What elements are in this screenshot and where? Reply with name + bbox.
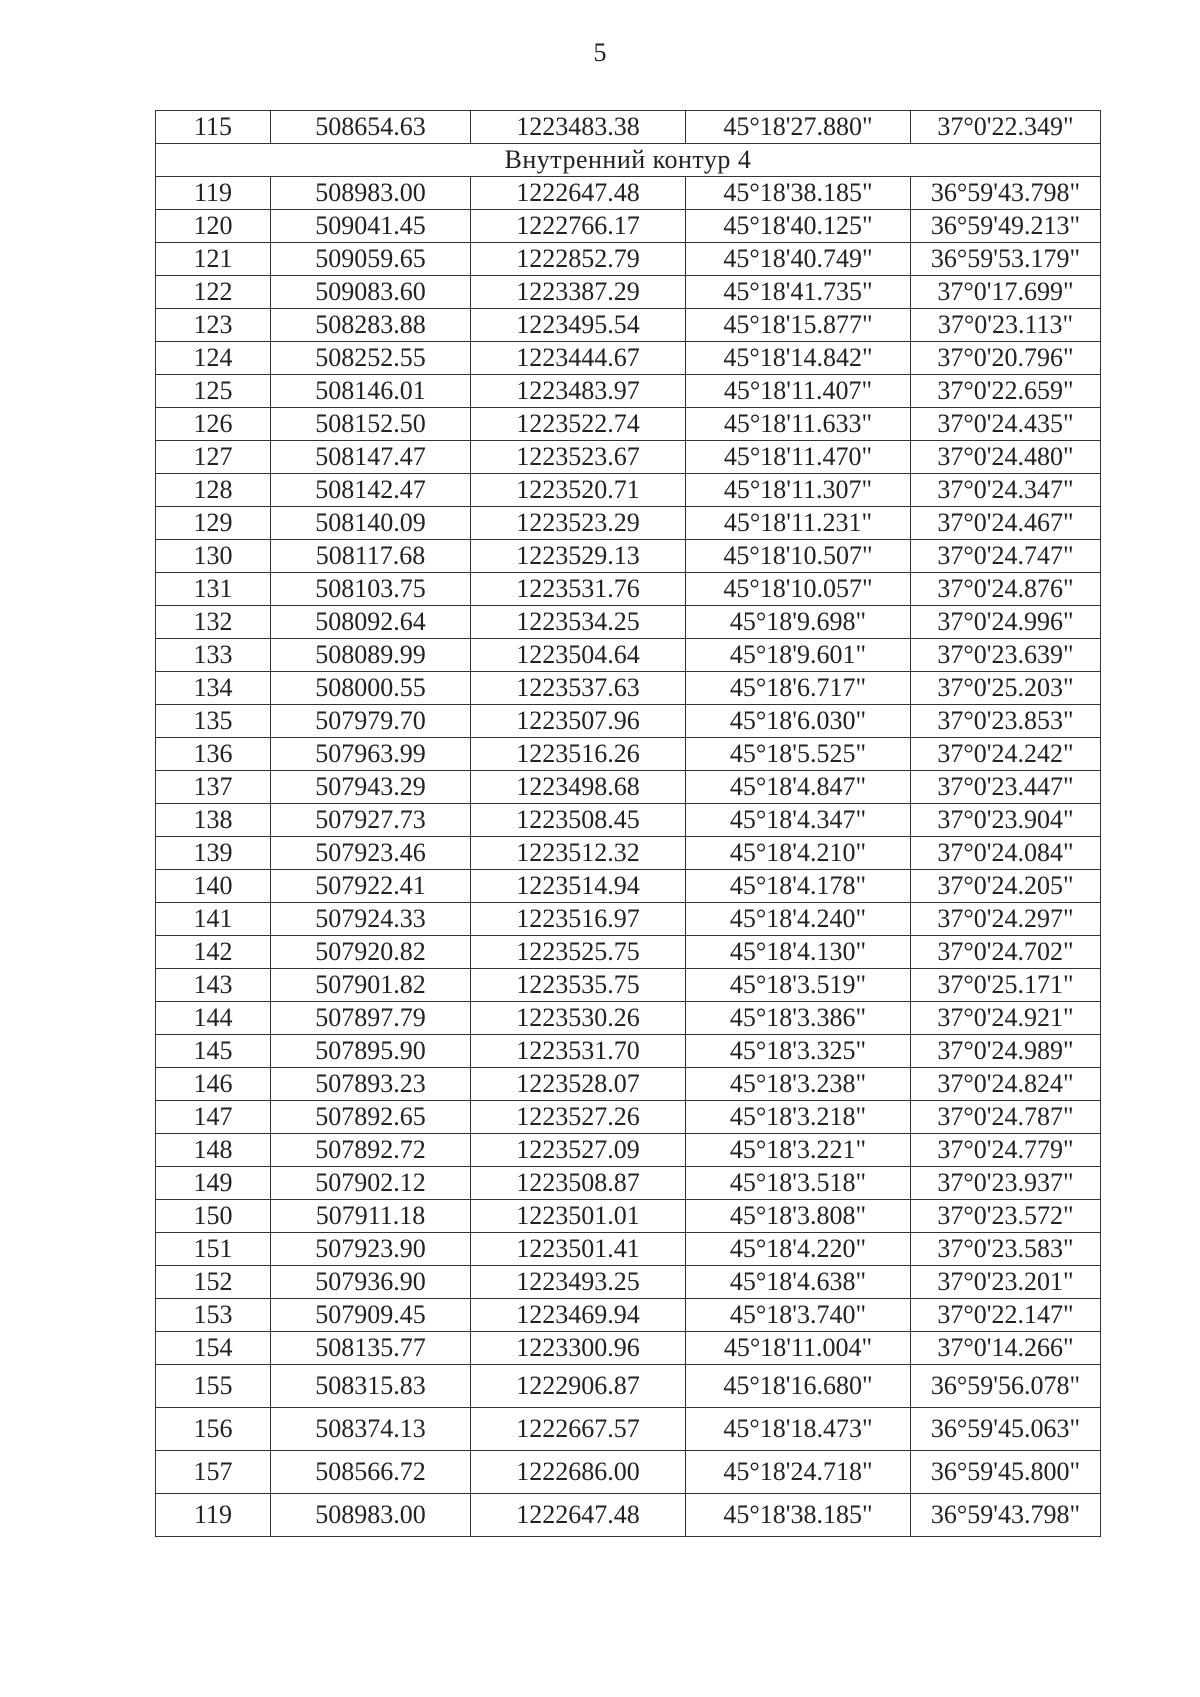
point-number-cell: 135 — [156, 705, 271, 738]
longitude-cell: 36°59'53.179" — [911, 243, 1101, 276]
section-header-row — [156, 144, 1101, 177]
point-number-cell: 130 — [156, 540, 271, 573]
longitude-cell: 37°0'24.787" — [911, 1101, 1101, 1134]
x-coordinate-cell: 507909.45 — [271, 1299, 471, 1332]
latitude-cell: 45°18'3.221" — [686, 1134, 911, 1167]
latitude-cell: 45°18'3.218" — [686, 1101, 911, 1134]
latitude-cell: 45°18'41.735" — [686, 276, 911, 309]
latitude-cell: 45°18'9.698" — [686, 606, 911, 639]
latitude-cell: 45°18'6.717" — [686, 672, 911, 705]
table-row — [156, 375, 1101, 408]
table-row — [156, 111, 1101, 144]
longitude-cell: 37°0'17.699" — [911, 276, 1101, 309]
table-row — [156, 1068, 1101, 1101]
point-number-cell: 157 — [156, 1451, 271, 1494]
point-number-cell: 153 — [156, 1299, 271, 1332]
table-row — [156, 1299, 1101, 1332]
table-row — [156, 771, 1101, 804]
x-coordinate-cell: 508566.72 — [271, 1451, 471, 1494]
point-number-cell: 133 — [156, 639, 271, 672]
x-coordinate-cell: 508135.77 — [271, 1332, 471, 1365]
point-number-cell: 120 — [156, 210, 271, 243]
longitude-cell: 37°0'14.266" — [911, 1332, 1101, 1365]
point-number-cell: 141 — [156, 903, 271, 936]
longitude-cell: 37°0'25.171" — [911, 969, 1101, 1002]
longitude-cell: 37°0'24.347" — [911, 474, 1101, 507]
point-number-cell: 121 — [156, 243, 271, 276]
latitude-cell: 45°18'15.877" — [686, 309, 911, 342]
longitude-cell: 37°0'24.702" — [911, 936, 1101, 969]
x-coordinate-cell: 507901.82 — [271, 969, 471, 1002]
latitude-cell: 45°18'11.633" — [686, 408, 911, 441]
x-coordinate-cell: 507893.23 — [271, 1068, 471, 1101]
latitude-cell: 45°18'10.507" — [686, 540, 911, 573]
point-number-cell: 147 — [156, 1101, 271, 1134]
point-number-cell: 131 — [156, 573, 271, 606]
y-coordinate-cell: 1223537.63 — [471, 672, 686, 705]
table-row — [156, 1002, 1101, 1035]
coordinates-table — [155, 110, 1101, 1537]
point-number-cell: 148 — [156, 1134, 271, 1167]
longitude-cell: 37°0'24.876" — [911, 573, 1101, 606]
latitude-cell: 45°18'14.842" — [686, 342, 911, 375]
point-number-cell: 126 — [156, 408, 271, 441]
y-coordinate-cell: 1223535.75 — [471, 969, 686, 1002]
longitude-cell: 37°0'24.467" — [911, 507, 1101, 540]
point-number-cell: 129 — [156, 507, 271, 540]
y-coordinate-cell: 1223508.45 — [471, 804, 686, 837]
latitude-cell: 45°18'11.470" — [686, 441, 911, 474]
table-row — [156, 1266, 1101, 1299]
table-row — [156, 870, 1101, 903]
y-coordinate-cell: 1223469.94 — [471, 1299, 686, 1332]
table-row — [156, 1101, 1101, 1134]
x-coordinate-cell: 508140.09 — [271, 507, 471, 540]
point-number-cell: 156 — [156, 1408, 271, 1451]
x-coordinate-cell: 507927.73 — [271, 804, 471, 837]
latitude-cell: 45°18'5.525" — [686, 738, 911, 771]
latitude-cell: 45°18'40.749" — [686, 243, 911, 276]
x-coordinate-cell: 508152.50 — [271, 408, 471, 441]
y-coordinate-cell: 1223531.70 — [471, 1035, 686, 1068]
longitude-cell: 37°0'24.480" — [911, 441, 1101, 474]
table-row — [156, 936, 1101, 969]
x-coordinate-cell: 507922.41 — [271, 870, 471, 903]
table-row — [156, 309, 1101, 342]
latitude-cell: 45°18'3.808" — [686, 1200, 911, 1233]
y-coordinate-cell: 1223501.01 — [471, 1200, 686, 1233]
y-coordinate-cell: 1223300.96 — [471, 1332, 686, 1365]
table-row — [156, 342, 1101, 375]
point-number-cell: 149 — [156, 1167, 271, 1200]
y-coordinate-cell: 1222686.00 — [471, 1451, 686, 1494]
x-coordinate-cell: 508142.47 — [271, 474, 471, 507]
longitude-cell: 37°0'23.853" — [911, 705, 1101, 738]
table-row — [156, 1332, 1101, 1365]
x-coordinate-cell: 507923.90 — [271, 1233, 471, 1266]
longitude-cell: 37°0'23.113" — [911, 309, 1101, 342]
y-coordinate-cell: 1223483.97 — [471, 375, 686, 408]
latitude-cell: 45°18'38.185" — [686, 1494, 911, 1537]
latitude-cell: 45°18'10.057" — [686, 573, 911, 606]
longitude-cell: 37°0'23.201" — [911, 1266, 1101, 1299]
y-coordinate-cell: 1223534.25 — [471, 606, 686, 639]
point-number-cell: 144 — [156, 1002, 271, 1035]
point-number-cell: 146 — [156, 1068, 271, 1101]
latitude-cell: 45°18'4.847" — [686, 771, 911, 804]
table-row — [156, 969, 1101, 1002]
longitude-cell: 37°0'24.824" — [911, 1068, 1101, 1101]
y-coordinate-cell: 1223527.09 — [471, 1134, 686, 1167]
longitude-cell: 37°0'24.996" — [911, 606, 1101, 639]
longitude-cell: 36°59'43.798" — [911, 177, 1101, 210]
x-coordinate-cell: 507979.70 — [271, 705, 471, 738]
latitude-cell: 45°18'11.407" — [686, 375, 911, 408]
longitude-cell: 37°0'23.904" — [911, 804, 1101, 837]
y-coordinate-cell: 1222906.87 — [471, 1365, 686, 1408]
table-row — [156, 243, 1101, 276]
point-number-cell: 132 — [156, 606, 271, 639]
table-row — [156, 1035, 1101, 1068]
latitude-cell: 45°18'40.125" — [686, 210, 911, 243]
table-row — [156, 573, 1101, 606]
longitude-cell: 37°0'23.639" — [911, 639, 1101, 672]
y-coordinate-cell: 1223523.29 — [471, 507, 686, 540]
table-row — [156, 804, 1101, 837]
point-number-cell: 115 — [156, 111, 271, 144]
point-number-cell: 150 — [156, 1200, 271, 1233]
latitude-cell: 45°18'3.238" — [686, 1068, 911, 1101]
longitude-cell: 37°0'22.659" — [911, 375, 1101, 408]
y-coordinate-cell: 1223516.26 — [471, 738, 686, 771]
latitude-cell: 45°18'4.240" — [686, 903, 911, 936]
longitude-cell: 36°59'49.213" — [911, 210, 1101, 243]
x-coordinate-cell: 507892.72 — [271, 1134, 471, 1167]
latitude-cell: 45°18'16.680" — [686, 1365, 911, 1408]
table-row — [156, 177, 1101, 210]
table-row — [156, 441, 1101, 474]
point-number-cell: 137 — [156, 771, 271, 804]
y-coordinate-cell: 1223504.64 — [471, 639, 686, 672]
point-number-cell: 140 — [156, 870, 271, 903]
longitude-cell: 37°0'23.583" — [911, 1233, 1101, 1266]
y-coordinate-cell: 1223507.96 — [471, 705, 686, 738]
latitude-cell: 45°18'4.210" — [686, 837, 911, 870]
coordinates-table-body — [156, 111, 1101, 1537]
x-coordinate-cell: 508315.83 — [271, 1365, 471, 1408]
table-row — [156, 1200, 1101, 1233]
longitude-cell: 37°0'24.084" — [911, 837, 1101, 870]
x-coordinate-cell: 508117.68 — [271, 540, 471, 573]
point-number-cell: 119 — [156, 177, 271, 210]
point-number-cell: 119 — [156, 1494, 271, 1537]
y-coordinate-cell: 1223520.71 — [471, 474, 686, 507]
x-coordinate-cell: 508146.01 — [271, 375, 471, 408]
table-row — [156, 210, 1101, 243]
x-coordinate-cell: 508089.99 — [271, 639, 471, 672]
point-number-cell: 139 — [156, 837, 271, 870]
y-coordinate-cell: 1223522.74 — [471, 408, 686, 441]
y-coordinate-cell: 1223387.29 — [471, 276, 686, 309]
point-number-cell: 142 — [156, 936, 271, 969]
y-coordinate-cell: 1223483.38 — [471, 111, 686, 144]
x-coordinate-cell: 507963.99 — [271, 738, 471, 771]
latitude-cell: 45°18'4.638" — [686, 1266, 911, 1299]
point-number-cell: 122 — [156, 276, 271, 309]
point-number-cell: 128 — [156, 474, 271, 507]
latitude-cell: 45°18'3.518" — [686, 1167, 911, 1200]
table-row — [156, 606, 1101, 639]
x-coordinate-cell: 509059.65 — [271, 243, 471, 276]
y-coordinate-cell: 1223530.26 — [471, 1002, 686, 1035]
longitude-cell: 36°59'56.078" — [911, 1365, 1101, 1408]
table-row — [156, 1167, 1101, 1200]
x-coordinate-cell: 508983.00 — [271, 177, 471, 210]
y-coordinate-cell: 1223501.41 — [471, 1233, 686, 1266]
x-coordinate-cell: 508092.64 — [271, 606, 471, 639]
x-coordinate-cell: 507943.29 — [271, 771, 471, 804]
longitude-cell: 36°59'45.800" — [911, 1451, 1101, 1494]
longitude-cell: 37°0'25.203" — [911, 672, 1101, 705]
point-number-cell: 124 — [156, 342, 271, 375]
latitude-cell: 45°18'27.880" — [686, 111, 911, 144]
latitude-cell: 45°18'9.601" — [686, 639, 911, 672]
x-coordinate-cell: 507936.90 — [271, 1266, 471, 1299]
point-number-cell: 143 — [156, 969, 271, 1002]
y-coordinate-cell: 1223508.87 — [471, 1167, 686, 1200]
y-coordinate-cell: 1222667.57 — [471, 1408, 686, 1451]
longitude-cell: 37°0'23.572" — [911, 1200, 1101, 1233]
point-number-cell: 154 — [156, 1332, 271, 1365]
table-row — [156, 705, 1101, 738]
latitude-cell: 45°18'3.325" — [686, 1035, 911, 1068]
x-coordinate-cell: 508252.55 — [271, 342, 471, 375]
longitude-cell: 37°0'24.779" — [911, 1134, 1101, 1167]
point-number-cell: 123 — [156, 309, 271, 342]
y-coordinate-cell: 1223512.32 — [471, 837, 686, 870]
latitude-cell: 45°18'3.519" — [686, 969, 911, 1002]
longitude-cell: 37°0'23.937" — [911, 1167, 1101, 1200]
x-coordinate-cell: 507902.12 — [271, 1167, 471, 1200]
table-row — [156, 1451, 1101, 1494]
x-coordinate-cell: 509083.60 — [271, 276, 471, 309]
point-number-cell: 152 — [156, 1266, 271, 1299]
x-coordinate-cell: 507892.65 — [271, 1101, 471, 1134]
y-coordinate-cell: 1222766.17 — [471, 210, 686, 243]
x-coordinate-cell: 508983.00 — [271, 1494, 471, 1537]
y-coordinate-cell: 1222647.48 — [471, 177, 686, 210]
table-row — [156, 540, 1101, 573]
point-number-cell: 136 — [156, 738, 271, 771]
point-number-cell: 145 — [156, 1035, 271, 1068]
table-row — [156, 1365, 1101, 1408]
y-coordinate-cell: 1223527.26 — [471, 1101, 686, 1134]
latitude-cell: 45°18'11.231" — [686, 507, 911, 540]
table-row — [156, 276, 1101, 309]
latitude-cell: 45°18'18.473" — [686, 1408, 911, 1451]
table-row — [156, 639, 1101, 672]
x-coordinate-cell: 507895.90 — [271, 1035, 471, 1068]
x-coordinate-cell: 507911.18 — [271, 1200, 471, 1233]
table-row — [156, 408, 1101, 441]
table-row — [156, 1494, 1101, 1537]
latitude-cell: 45°18'24.718" — [686, 1451, 911, 1494]
table-row — [156, 474, 1101, 507]
x-coordinate-cell: 509041.45 — [271, 210, 471, 243]
point-number-cell: 134 — [156, 672, 271, 705]
x-coordinate-cell: 508000.55 — [271, 672, 471, 705]
longitude-cell: 37°0'24.435" — [911, 408, 1101, 441]
longitude-cell: 37°0'24.747" — [911, 540, 1101, 573]
y-coordinate-cell: 1223523.67 — [471, 441, 686, 474]
y-coordinate-cell: 1223525.75 — [471, 936, 686, 969]
latitude-cell: 45°18'6.030" — [686, 705, 911, 738]
x-coordinate-cell: 508654.63 — [271, 111, 471, 144]
x-coordinate-cell: 507924.33 — [271, 903, 471, 936]
longitude-cell: 36°59'45.063" — [911, 1408, 1101, 1451]
y-coordinate-cell: 1223495.54 — [471, 309, 686, 342]
y-coordinate-cell: 1223498.68 — [471, 771, 686, 804]
table-row — [156, 1134, 1101, 1167]
longitude-cell: 37°0'24.242" — [911, 738, 1101, 771]
latitude-cell: 45°18'11.307" — [686, 474, 911, 507]
x-coordinate-cell: 508374.13 — [271, 1408, 471, 1451]
longitude-cell: 37°0'22.349" — [911, 111, 1101, 144]
y-coordinate-cell: 1223444.67 — [471, 342, 686, 375]
latitude-cell: 45°18'38.185" — [686, 177, 911, 210]
latitude-cell: 45°18'4.178" — [686, 870, 911, 903]
point-number-cell: 138 — [156, 804, 271, 837]
longitude-cell: 37°0'24.921" — [911, 1002, 1101, 1035]
longitude-cell: 37°0'22.147" — [911, 1299, 1101, 1332]
x-coordinate-cell: 507923.46 — [271, 837, 471, 870]
y-coordinate-cell: 1223516.97 — [471, 903, 686, 936]
table-row — [156, 507, 1101, 540]
latitude-cell: 45°18'3.386" — [686, 1002, 911, 1035]
x-coordinate-cell: 508103.75 — [271, 573, 471, 606]
longitude-cell: 37°0'24.989" — [911, 1035, 1101, 1068]
y-coordinate-cell: 1223528.07 — [471, 1068, 686, 1101]
longitude-cell: 36°59'43.798" — [911, 1494, 1101, 1537]
y-coordinate-cell: 1223493.25 — [471, 1266, 686, 1299]
section-title: Внутренний контур 4 — [156, 144, 1101, 177]
longitude-cell: 37°0'23.447" — [911, 771, 1101, 804]
point-number-cell: 155 — [156, 1365, 271, 1408]
point-number-cell: 125 — [156, 375, 271, 408]
table-row — [156, 837, 1101, 870]
x-coordinate-cell: 508283.88 — [271, 309, 471, 342]
latitude-cell: 45°18'4.347" — [686, 804, 911, 837]
latitude-cell: 45°18'3.740" — [686, 1299, 911, 1332]
table-row — [156, 1233, 1101, 1266]
table-row — [156, 903, 1101, 936]
y-coordinate-cell: 1223529.13 — [471, 540, 686, 573]
y-coordinate-cell: 1223514.94 — [471, 870, 686, 903]
longitude-cell: 37°0'20.796" — [911, 342, 1101, 375]
point-number-cell: 151 — [156, 1233, 271, 1266]
x-coordinate-cell: 507897.79 — [271, 1002, 471, 1035]
y-coordinate-cell: 1222647.48 — [471, 1494, 686, 1537]
latitude-cell: 45°18'4.130" — [686, 936, 911, 969]
table-row — [156, 738, 1101, 771]
latitude-cell: 45°18'4.220" — [686, 1233, 911, 1266]
latitude-cell: 45°18'11.004" — [686, 1332, 911, 1365]
table-row — [156, 672, 1101, 705]
y-coordinate-cell: 1222852.79 — [471, 243, 686, 276]
page-number: 5 — [593, 38, 607, 67]
longitude-cell: 37°0'24.297" — [911, 903, 1101, 936]
x-coordinate-cell: 507920.82 — [271, 936, 471, 969]
y-coordinate-cell: 1223531.76 — [471, 573, 686, 606]
x-coordinate-cell: 508147.47 — [271, 441, 471, 474]
table-row — [156, 1408, 1101, 1451]
longitude-cell: 37°0'24.205" — [911, 870, 1101, 903]
point-number-cell: 127 — [156, 441, 271, 474]
